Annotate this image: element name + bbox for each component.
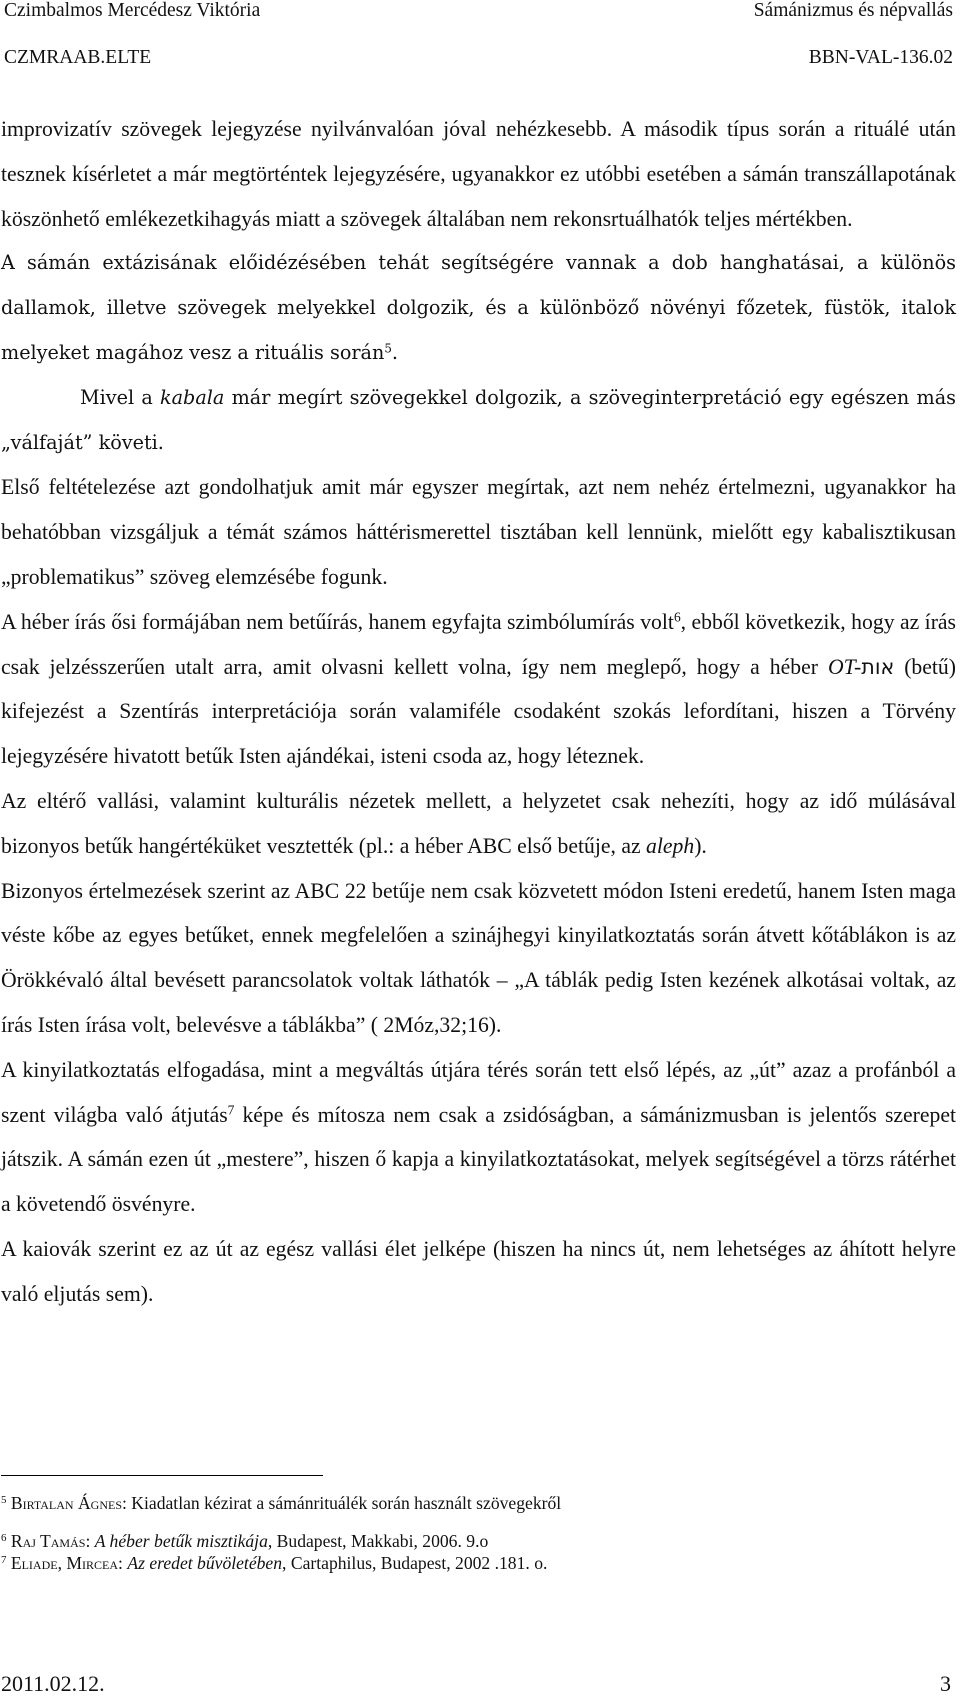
paragraph-3-kabala: kabala (159, 385, 225, 409)
footnote-separator (1, 1475, 323, 1476)
paragraph-8-text-a: A kinyilatkoztatás elfogadása, mint a megváltás útjára térés során tett első lépés, az „út” azaz a profánból a szent világba való átjutás (1, 1057, 956, 1127)
footnote-5 (1, 1492, 956, 1514)
footnote-7 (1, 1552, 956, 1574)
paragraph-5-text-b: , ebből következik, hogy az írás csak jelzésszerűen utalt arra, amit olvasni kellett volna, így nem meglepő, hogy a héber (1, 609, 956, 679)
footnote-6-author: Raj Tamás (10, 1531, 86, 1551)
paragraph-5-ot-term: OT- (827, 654, 862, 679)
paragraph-4-text: Első feltételezése azt gondolhatjuk amit már egyszer megírtak, azt nem nehéz értelmezni, ugyanakkor ha behatóbban vizsgáljuk a témát számos háttérismerettel tisztában kell lennünk, mielőtt egy kabalisztikusan „problematikus” szöveg elemzésébe fogunk. (1, 475, 956, 589)
footnote-ref-6[interactable]: 6 (673, 609, 681, 625)
header-code-right: BBN-VAL-136.02 (808, 47, 953, 68)
paragraph-6-text-b: ). (694, 833, 707, 858)
paragraph-1 (1, 107, 956, 241)
paragraph-9-text: A kaiovák szerint ez az út az egész vallási élet jelképe (hiszen ha nincs út, nem lehetséges az áhított helyre való eljutás sem). (1, 1236, 956, 1306)
footnote-7-number: 7 (1, 1554, 7, 1566)
paragraph-9 (1, 1227, 956, 1317)
footer-date: 2011.02.12. (1, 1671, 105, 1696)
paragraph-6-aleph: aleph (646, 833, 695, 858)
page-header-top (4, 0, 953, 22)
paragraph-3-text-b: már megírt szövegekkel dolgozik, a szöveginterpretáció egy egészen más „válfaját” követi. (1, 385, 956, 454)
footnote-6 (1, 1530, 956, 1552)
paragraph-5-text-a: A héber írás ősi formájában nem betűírás, hanem egyfajta szimbólumírás volt (1, 609, 674, 634)
footnote-6-number: 6 (1, 1532, 7, 1544)
paragraph-5 (1, 600, 956, 779)
header-code-left: CZMRAAB.ELTE (4, 47, 152, 68)
header-author: Czimbalmos Mercédesz Viktória (4, 0, 261, 21)
paragraph-4 (1, 465, 956, 599)
paragraph-1-text: improvizatív szövegek lejegyzése nyilvánvalóan jóval nehézkesebb. A második típus során a rituálé után tesznek kísérletet a már megtörténtek lejegyzésére, ugyanakkor ez utóbbi esetében a sámán transzállapotának köszönhető emlékezetkihagyás miatt a szövegek általában nem rekonsrtuálhatók teljes mértékben. (1, 117, 956, 231)
paragraph-7-text: Bizonyos értelmezések szerint az ABC 22 betűje nem csak közvetett módon Isteni eredetű, hanem Isten maga véste kőbe az egyes betűket, ennek megfelelően a szinájhegyi kinyilatkoztatás során átvett kőtáblákon is az Örökkévaló által bevésett parancsolatok voltak láthatók – „A táblák pedig Isten kezének alkotásai voltak, az írás Isten írása volt, belevésve a táblákba” ( 2Móz,32;16). (1, 878, 956, 1037)
paragraph-7 (1, 869, 956, 1048)
page-header-codes (4, 47, 953, 69)
footnote-7-author: Eliade, Mircea (10, 1553, 119, 1573)
paragraph-8-text-b: képe és mítosza nem csak a zsidóságban, a sámánizmusban is jelentős szerepet játszik. A sámán ezen út „mestere”, hiszen ő kapja a kinyilatkoztatásokat, melyek segítségével a törzs rátérhet a követendő ösvényre. (1, 1102, 956, 1217)
page-number: 3 (940, 1671, 951, 1696)
paragraph-5-hebrew-word: אות (861, 654, 895, 679)
footnote-7-title: Az eredet bűvöletében (127, 1553, 283, 1573)
footnote-6-title: A héber betűk misztikája (94, 1531, 268, 1551)
footnote-7-rest: , Cartaphilus, Budapest, 2002 .181. o. (282, 1553, 548, 1573)
footnote-5-author: Birtalan Ágnes (10, 1493, 123, 1513)
footnote-6-rest: , Budapest, Makkabi, 2006. 9.o (267, 1531, 489, 1551)
paragraph-2 (1, 241, 956, 375)
document-body (1, 107, 956, 1317)
footnote-6-separator: : (85, 1531, 95, 1551)
paragraph-3-text-a: Mivel a (80, 385, 160, 409)
paragraph-6 (1, 779, 956, 869)
page-footer (1, 1672, 951, 1696)
footnotes (1, 1492, 956, 1574)
footnote-7-separator: : (118, 1553, 128, 1573)
paragraph-8 (1, 1048, 956, 1227)
paragraph-6-text-a: Az eltérő vallási, valamint kulturális nézetek mellett, a helyzetet csak nehezíti, hogy az idő múlásával bizonyos betűk hangértéküket vesztették (pl.: a héber ABC első betűje, az (1, 788, 956, 858)
header-subject: Sámánizmus és népvallás (753, 0, 953, 21)
paragraph-3 (1, 376, 956, 466)
paragraph-2-end: . (391, 340, 399, 364)
footnote-5-text: : Kiadatlan kézirat a sámánrituálék során használt szövegekről (122, 1493, 562, 1513)
footnote-ref-7[interactable]: 7 (227, 1102, 235, 1118)
paragraph-2-text: A sámán extázisának előidézésében tehát segítségére vannak a dob hanghatásai, a különös dallamok, illetve szövegek melyekkel dolgozik, és a különböző növényi főzetek, füstök, italok melyeket magához vesz a rituális során (1, 251, 956, 364)
footnote-5-number: 5 (1, 1494, 7, 1506)
paragraph-5-text-c: (betű) kifejezést a Szentírás interpretációja során valamiféle csodaként szokás lefordítani, hiszen a Törvény lejegyzésére hivatott betűk Isten ajándékai, isteni csoda az, hogy léteznek. (1, 654, 956, 769)
footnote-ref-5[interactable]: 5 (384, 341, 392, 356)
